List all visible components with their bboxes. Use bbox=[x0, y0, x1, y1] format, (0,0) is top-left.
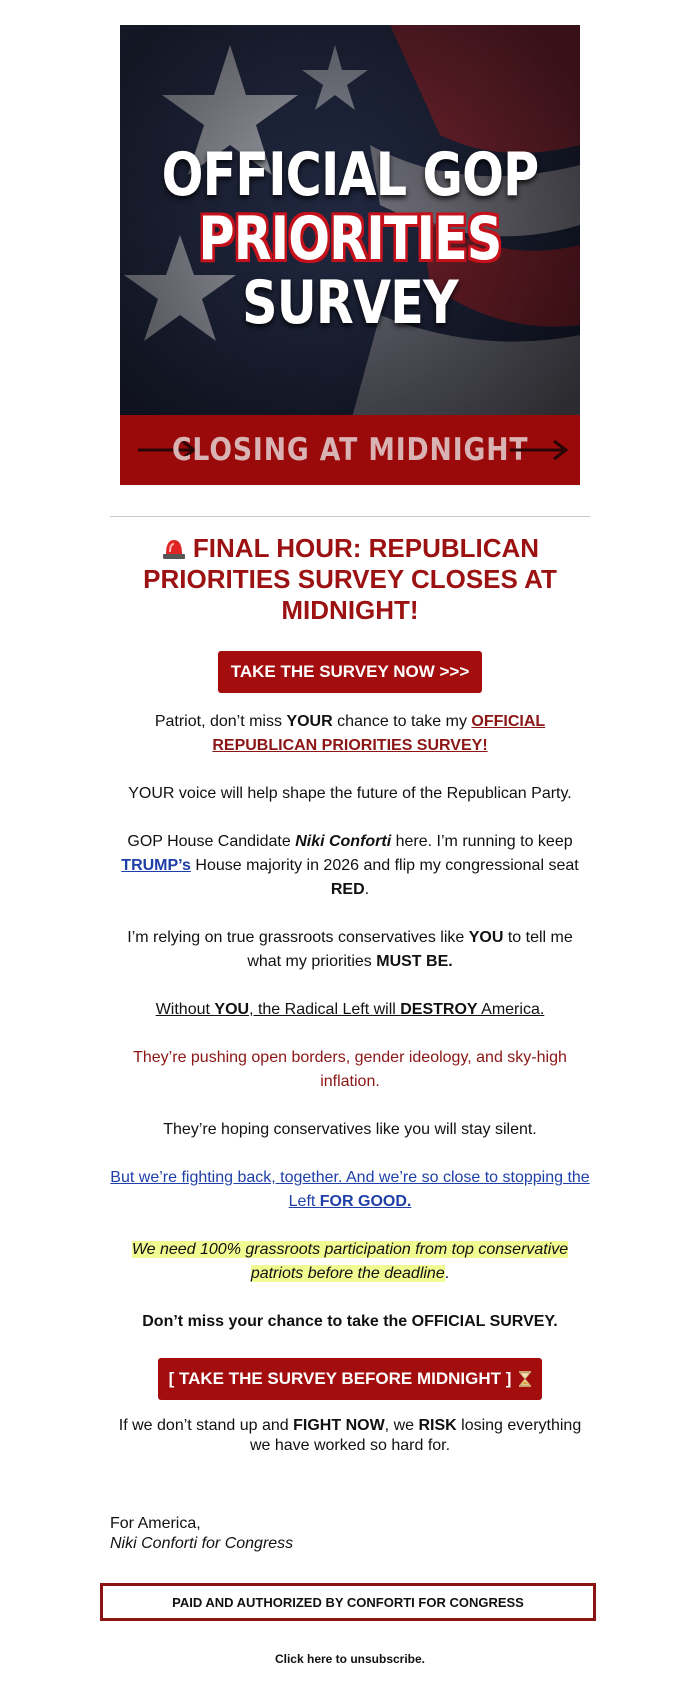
survey-before-midnight-button[interactable] bbox=[158, 1358, 542, 1400]
headline-text: FINAL HOUR: REPUBLICAN PRIORITIES SURVEY CLOSES AT MIDNIGHT! bbox=[143, 533, 557, 625]
headline bbox=[110, 533, 590, 626]
unsubscribe-link[interactable]: Click here to unsubscribe. bbox=[274, 1652, 426, 1666]
text: GOP House Candidate bbox=[127, 833, 296, 850]
hero-title-line1: OFFICIAL GOP bbox=[161, 140, 539, 210]
participation-paragraph bbox=[110, 1238, 590, 1286]
fight-now-paragraph bbox=[110, 1416, 590, 1456]
issues-paragraph: They’re pushing open borders, gender ideology, and sky-high inflation. bbox=[133, 1049, 567, 1090]
text: America. bbox=[477, 1001, 545, 1018]
grassroots-paragraph bbox=[110, 926, 590, 974]
text: MUST BE. bbox=[376, 953, 453, 970]
text: . bbox=[444, 1265, 450, 1282]
voice-paragraph: YOUR voice will help shape the future of the Republican Party. bbox=[128, 785, 572, 802]
text: FIGHT NOW bbox=[293, 1417, 385, 1434]
closing-banner-text: CLOSING AT MIDNIGHT bbox=[171, 432, 529, 468]
fighting-back-link[interactable] bbox=[110, 1166, 590, 1214]
campaign-name: Niki Conforti for Congress bbox=[110, 1535, 294, 1552]
hero-title-line2: PRIORITIES bbox=[198, 204, 502, 274]
text: If we don’t stand up and bbox=[118, 1417, 294, 1434]
highlighted-text: We need 100% grassroots participation from top conservative patriots before the deadline bbox=[131, 1241, 569, 1282]
text: Without bbox=[155, 1001, 215, 1018]
sign-off: For America, bbox=[110, 1515, 201, 1532]
text: , the Radical Left will bbox=[249, 1001, 401, 1018]
silent-paragraph: They’re hoping conservatives like you will stay silent. bbox=[163, 1121, 537, 1138]
candidate-name: Niki Conforti bbox=[295, 833, 392, 850]
button-label: [ TAKE THE SURVEY BEFORE MIDNIGHT ] bbox=[168, 1369, 512, 1388]
take-survey-button[interactable]: TAKE THE SURVEY NOW >>> bbox=[218, 651, 482, 693]
hero-title-line3: SURVEY bbox=[242, 268, 458, 338]
text: chance to take my bbox=[332, 713, 472, 730]
hero-banner-image[interactable] bbox=[120, 25, 580, 485]
text: losing everything we have worked so hard for. bbox=[249, 1417, 582, 1454]
text: FOR GOOD. bbox=[319, 1193, 412, 1210]
text: to tell me what my priorities bbox=[247, 929, 573, 970]
text: , we bbox=[384, 1417, 419, 1434]
cta-paragraph: Don’t miss your chance to take the OFFICIAL SURVEY. bbox=[142, 1313, 558, 1330]
signature bbox=[110, 1514, 293, 1554]
text: RISK bbox=[418, 1417, 457, 1434]
intro-paragraph bbox=[110, 710, 590, 758]
hourglass-icon bbox=[519, 1371, 531, 1387]
text: But we’re fighting back, together. And we’re so close to stopping the Left bbox=[110, 1169, 590, 1210]
closing-banner bbox=[120, 415, 580, 485]
text: RED bbox=[330, 881, 365, 898]
hero-title bbox=[120, 140, 580, 338]
text: . bbox=[364, 881, 370, 898]
arrow-right-icon bbox=[510, 439, 570, 461]
text: Patriot, don’t miss bbox=[154, 713, 287, 730]
siren-icon bbox=[161, 537, 187, 559]
text: YOUR bbox=[286, 713, 333, 730]
radical-left-paragraph bbox=[110, 998, 590, 1022]
text: DESTROY bbox=[400, 1001, 478, 1018]
text: House majority in 2026 and flip my congressional seat bbox=[190, 857, 579, 874]
text: YOU bbox=[214, 1001, 250, 1018]
paid-for-disclaimer: PAID AND AUTHORIZED BY CONFORTI FOR CONGRESS bbox=[100, 1583, 596, 1621]
official-survey-link[interactable]: OFFICIAL REPUBLICAN PRIORITIES SURVEY! bbox=[212, 713, 546, 754]
text: here. I’m running to keep bbox=[391, 833, 573, 850]
candidate-paragraph bbox=[110, 830, 590, 902]
divider bbox=[110, 516, 590, 517]
text: I’m relying on true grassroots conservatives like bbox=[127, 929, 469, 946]
text: YOU bbox=[468, 929, 504, 946]
trump-link[interactable]: TRUMP’s bbox=[121, 857, 191, 874]
